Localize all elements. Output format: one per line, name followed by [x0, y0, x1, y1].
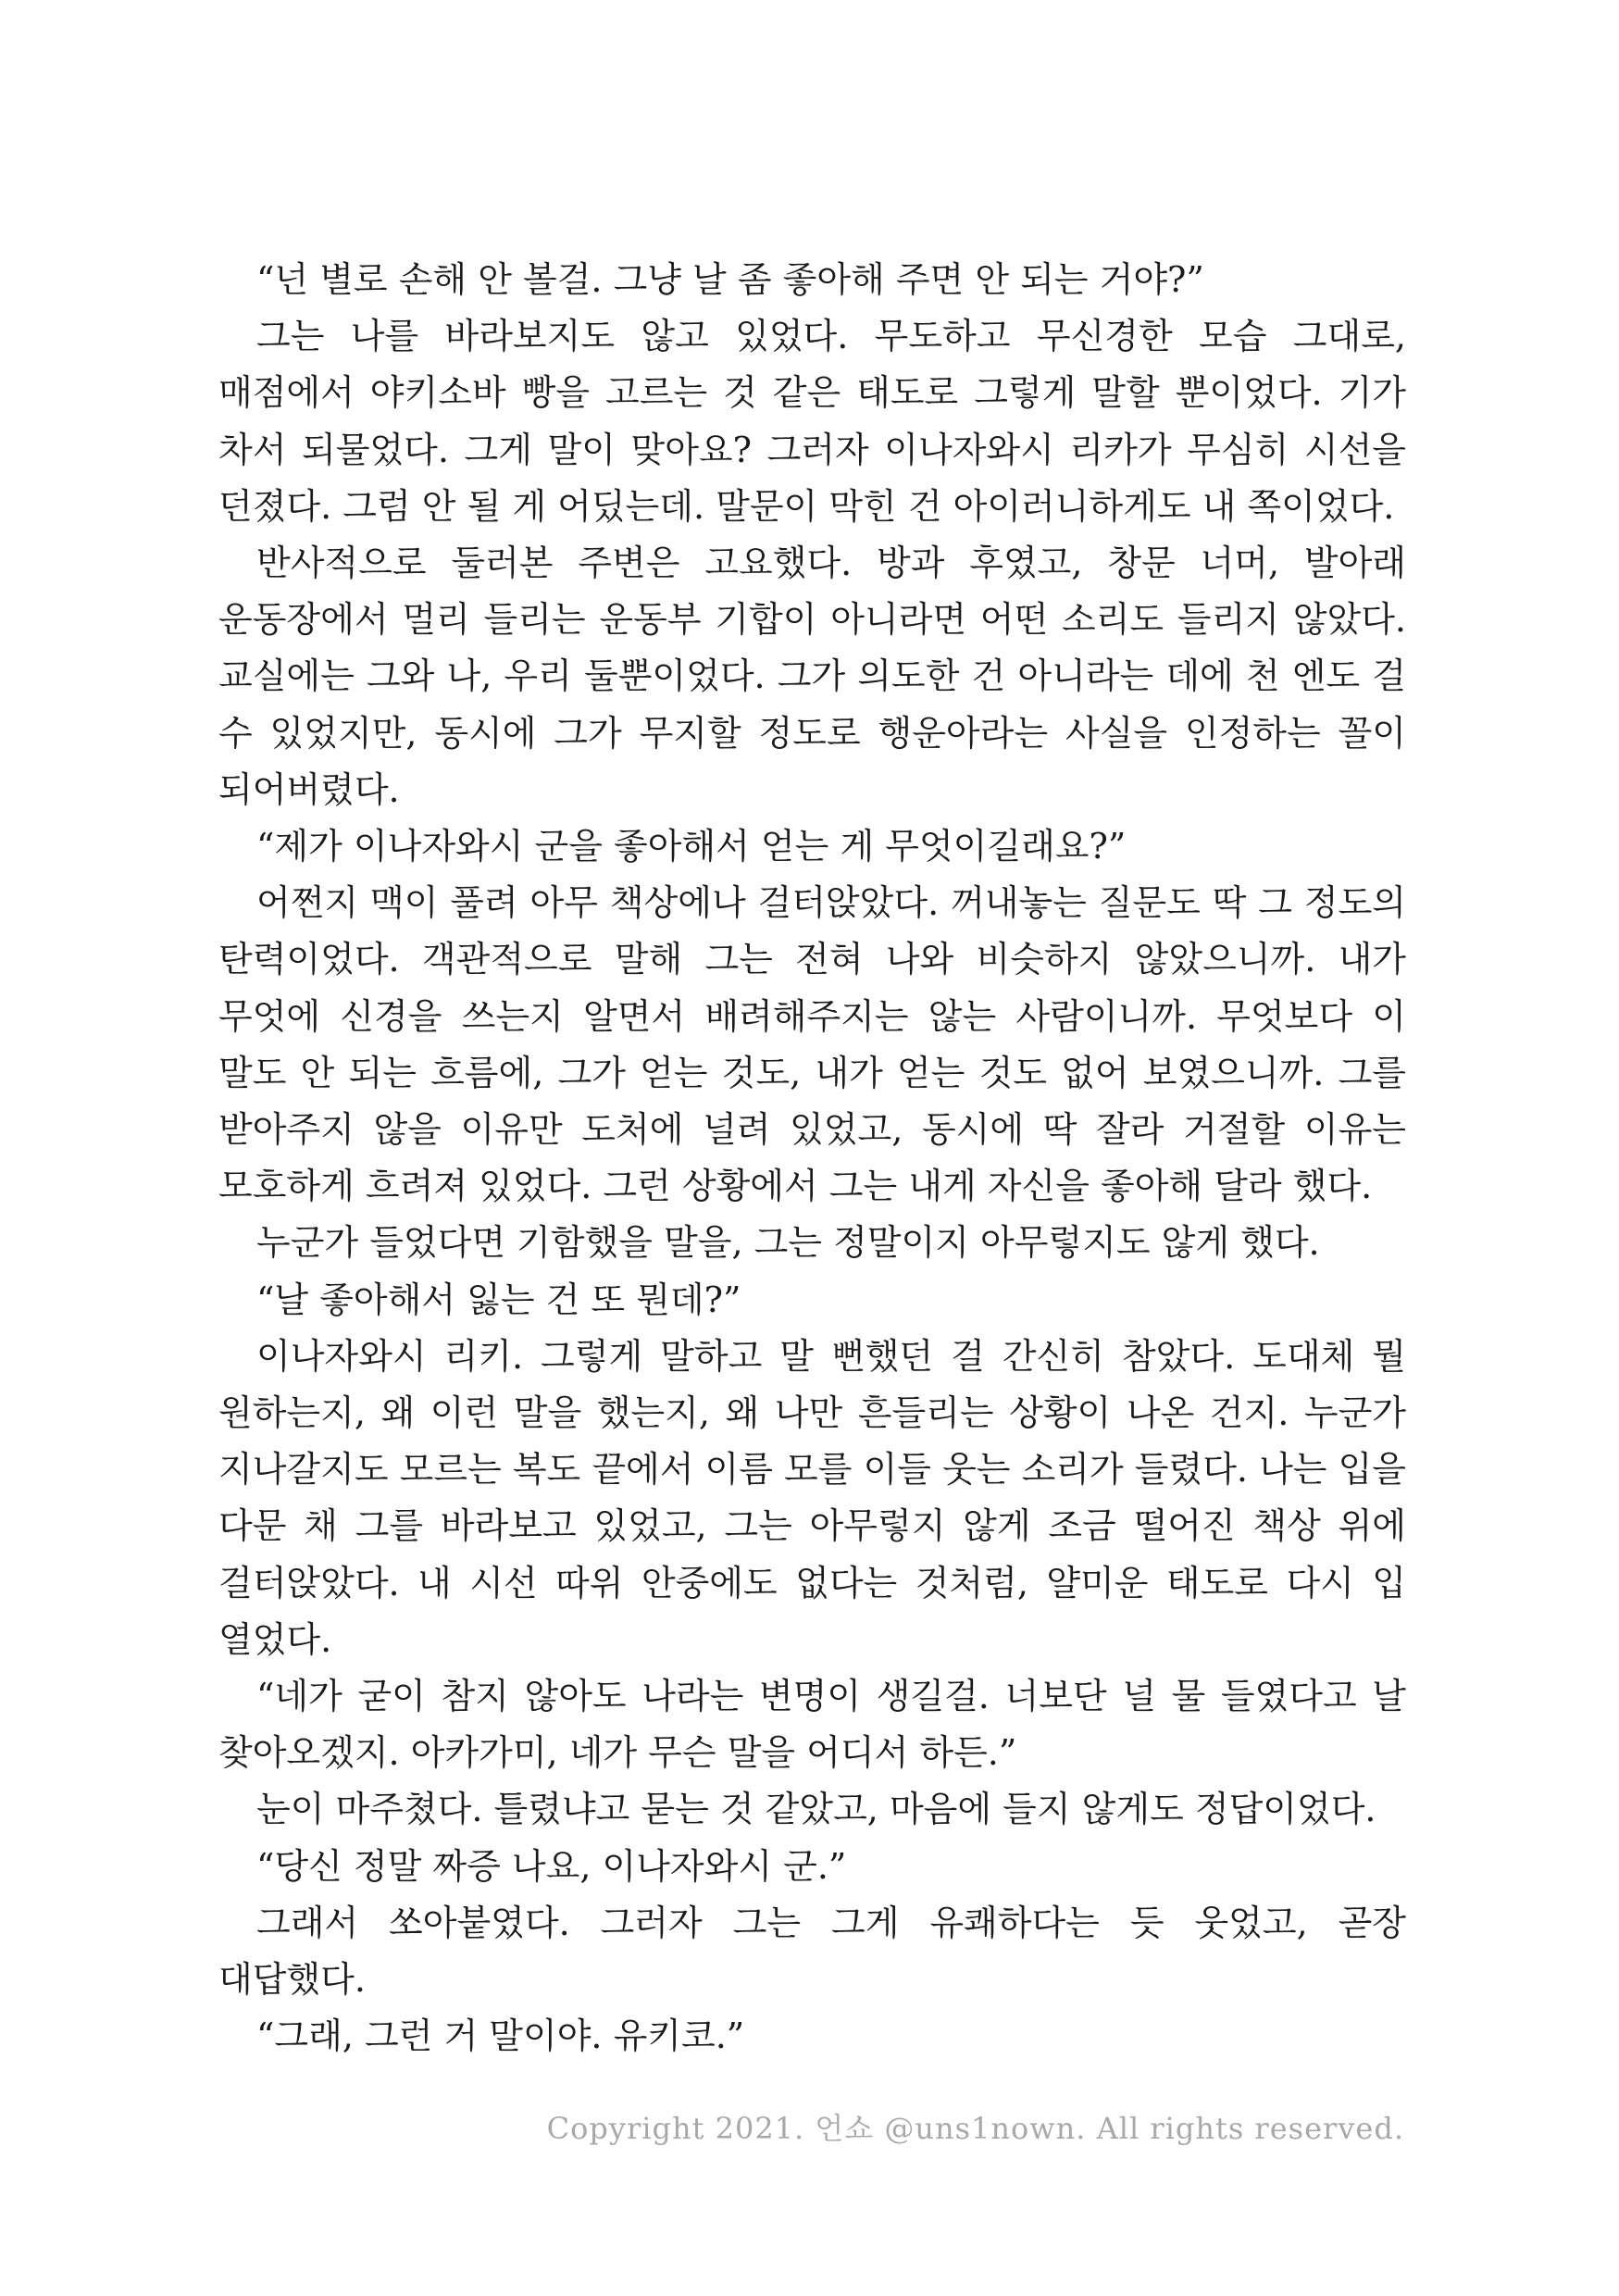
paragraph-dialogue-3: “날 좋아해서 잃는 건 또 뭔데?” [256, 1279, 741, 1320]
paragraph-narration-2: 반사적으로 둘러본 주변은 고요했다. 방과 후였고, 창문 너머, 발아래 운동장에서 멀리 들리는 운동부 기합이 아니라면 어떤 소리도 들리지 않았다. 교실에는 그와 나, 우리 둘뿐이었다. 그가 의도한 건 아니라는 데에 천 엔도 걸 수 있었지만, 동시에 그가 무지할 정도로 행운아라는 사실을 인정하는 꼴이 되어버렸다. [218, 543, 1406, 810]
paragraph-narration-3: 어쩐지 맥이 풀려 아무 책상에나 걸터앉았다. 꺼내놓는 질문도 딱 그 정도의 탄력이었다. 객관적으로 말해 그는 전혀 나와 비슷하지 않았으니까. 내가 무엇에 신경을 쓰는지 알면서 배려해주지는 않는 사람이니까. 무엇보다 이 말도 안 되는 흐름에, 그가 얻는 것도, 내가 얻는 것도 없어 보였으니까. 그를 받아주지 않을 이유만 도처에 널려 있었고, 동시에 딱 잘라 거절할 이유는 모호하게 흐려져 있었다. 그런 상황에서 그는 내게 자신을 좋아해 달라 했다. [218, 882, 1406, 1207]
paragraph-narration-4: 누군가 들었다면 기함했을 말을, 그는 정말이지 아무렇지도 않게 했다. [256, 1222, 1320, 1264]
paragraph-dialogue-2: “제가 이나자와시 군을 좋아해서 얻는 게 무엇이길래요?” [256, 826, 1127, 867]
paragraph-dialogue-4: “네가 굳이 참지 않아도 나라는 변명이 생길걸. 너보단 널 물 들였다고 날 찾아오겠지. 아카가미, 네가 무슨 말을 어디서 하든.” [218, 1676, 1406, 1774]
story-text [218, 252, 1406, 2065]
paragraph-narration-1: 그는 나를 바라보지도 않고 있었다. 무도하고 무신경한 모습 그대로, 매점에서 야키소바 빵을 고르는 것 같은 태도로 그렇게 말할 뿐이었다. 기가 차서 되물었다. 그게 말이 맞아요? 그러자 이나자와시 리카가 무심히 시선을 던졌다. 그럼 안 될 게 어딨는데. 말문이 막힌 건 아이러니하게도 내 쪽이었다. [218, 316, 1406, 527]
paragraph-narration-6: 눈이 마주쳤다. 틀렸냐고 묻는 것 같았고, 마음에 들지 않게도 정답이었다. [256, 1789, 1376, 1830]
paragraph-dialogue-5: “당신 정말 짜증 나요, 이나자와시 군.” [256, 1845, 847, 1887]
paragraph-narration-7: 그래서 쏘아붙였다. 그러자 그는 그게 유쾌하다는 듯 웃었고, 곧장 대답했다. [218, 1902, 1406, 2001]
paragraph-dialogue-6: “그래, 그런 거 말이야. 유키코.” [256, 2015, 745, 2057]
copyright-notice: Copyright 2021. 언쇼 @uns1nown. All rights reserved. [546, 2111, 1404, 2146]
paragraph-narration-5: 이나자와시 리키. 그렇게 말하고 말 뻔했던 걸 간신히 참았다. 도대체 뭘 원하는지, 왜 이런 말을 했는지, 왜 나만 흔들리는 상황이 나온 건지. 누군가 지나갈지도 모르는 복도 끝에서 이름 모를 이들 웃는 소리가 들렸다. 나는 입을 다문 채 그를 바라보고 있었고, 그는 아무렇지 않게 조금 떨어진 책상 위에 걸터앉았다. 내 시선 따위 안중에도 없다는 것처럼, 얄미운 태도로 다시 입 열었다. [218, 1335, 1406, 1660]
paragraph-dialogue-1: “넌 별로 손해 안 볼걸. 그냥 날 좀 좋아해 주면 안 되는 거야?” [256, 259, 1204, 300]
